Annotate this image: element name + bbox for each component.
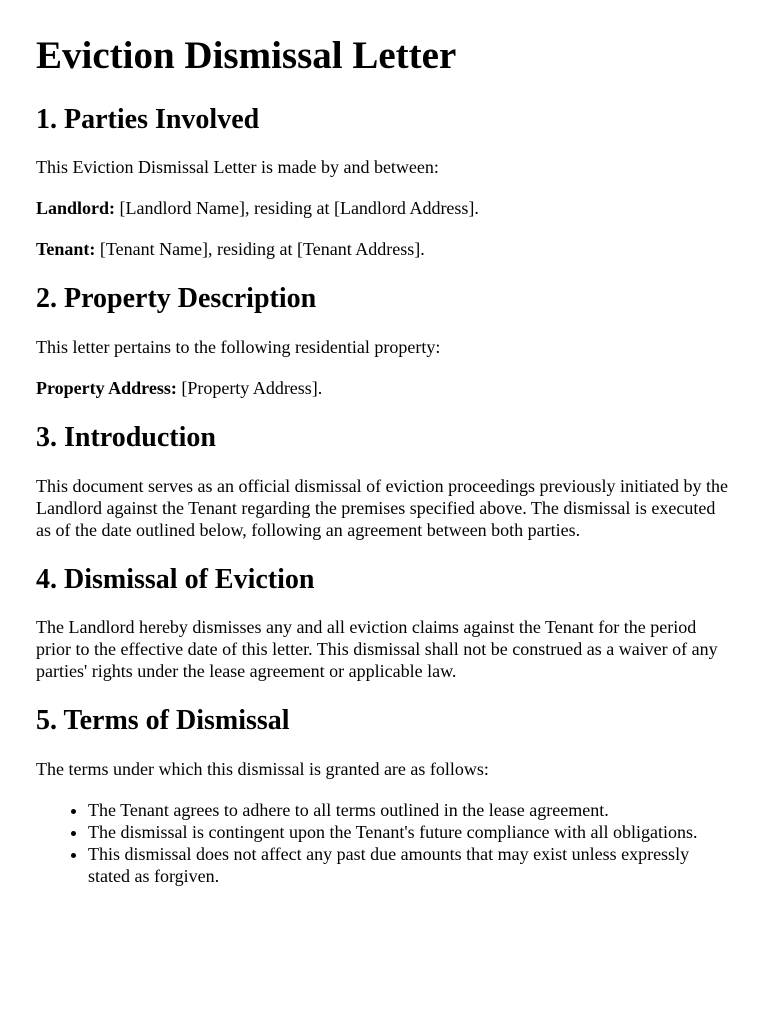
terms-list [36,799,734,887]
property-address-line [36,377,734,399]
tenant-label: Tenant: [36,239,96,260]
section-parties [36,103,734,261]
section-heading: 3. Introduction [36,422,216,454]
section-heading: 1. Parties Involved [36,103,260,135]
property-intro: This letter pertains to the following residential property: [36,337,441,358]
parties-intro: This Eviction Dismissal Letter is made by and between: [36,157,439,178]
landlord-label: Landlord: [36,198,116,219]
introduction-body: This document serves as an official dismissal of eviction proceedings previously initiated by the Landlord against the Tenant regarding the premises specified above. The dismissal is executed as of the date outlined below, following an agreement between both parties. [36,475,729,540]
section-introduction [36,421,734,541]
section-terms [36,704,734,887]
document-title: Eviction Dismissal Letter [36,34,457,77]
list-item: • The Tenant agrees to adhere to all terms outlined in the lease agreement. [88,799,734,821]
dismissal-body: The Landlord hereby dismisses any and all eviction claims against the Tenant for the period prior to the effective date of this letter. This dismissal shall not be construed as a waiver of any parties' rights under the lease agreement or applicable law. [36,617,718,682]
section-heading: 5. Terms of Dismissal [36,705,290,737]
section-heading: 4. Dismissal of Eviction [36,563,315,595]
list-item: • This dismissal does not affect any past due amounts that may exist unless expressly stated as forgiven. [88,843,734,887]
landlord-line [36,197,734,219]
list-item: • The dismissal is contingent upon the Tenant's future compliance with all obligations. [88,821,734,843]
landlord-text: [Landlord Name], residing at [Landlord Address]. [115,198,479,219]
property-address-text: [Property Address]. [176,378,323,399]
section-dismissal [36,563,734,683]
section-property [36,282,734,399]
tenant-text: [Tenant Name], residing at [Tenant Address]. [95,239,425,260]
property-address-label: Property Address: [36,378,177,399]
tenant-line [36,238,734,260]
terms-intro: The terms under which this dismissal is granted are as follows: [36,758,489,779]
section-heading: 2. Property Description [36,283,317,315]
